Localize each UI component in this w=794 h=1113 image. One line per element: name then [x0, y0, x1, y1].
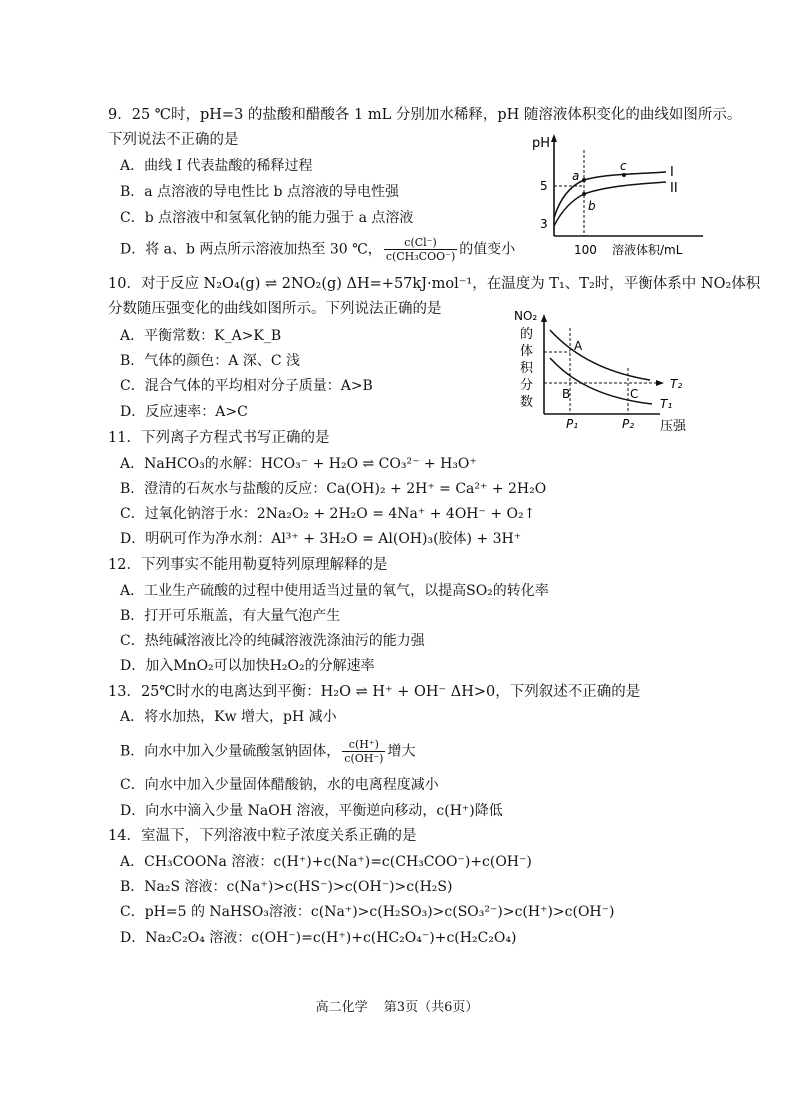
q13-option-d: D．向水中滴入少量 NaOH 溶液，平衡逆向移动，c(H⁺)降低	[120, 803, 503, 819]
q9-frac-numerator: c(Cl⁻)	[384, 236, 457, 250]
page-footer	[0, 996, 794, 1015]
q9-option-d	[120, 236, 515, 263]
q10-ylabel-char-4: 分	[520, 378, 534, 393]
q9-option-d-fraction	[384, 236, 457, 263]
q10-curve-label-T1: T₁	[660, 397, 673, 411]
q9-xlabel: 溶液体积/mL	[612, 243, 683, 257]
q10-curve-label-T2: T₂	[670, 377, 683, 391]
q13-option-b-prefix: B．向水中加入少量硫酸氢钠固体，	[120, 743, 341, 760]
q10-option-b: B．气体的颜色：A 深、C 浅	[120, 353, 301, 369]
q11-stem: 11．下列离子方程式书写正确的是	[108, 430, 330, 446]
q13-option-a: A．将水加热，Kw 增大，pH 减小	[120, 709, 337, 725]
q9-point-a: a	[572, 169, 580, 183]
q9-option-b: B．a 点溶液的导电性比 b 点溶液的导电性强	[120, 184, 399, 200]
q10-ylabel-char-5: 数	[520, 395, 534, 410]
q12-option-b: B．打开可乐瓶盖，有大量气泡产生	[120, 608, 341, 624]
q13-option-c: C．向水中加入少量固体醋酸钠，水的电离程度减小	[120, 777, 439, 793]
q10-point-A: A	[574, 339, 583, 353]
q12-option-c: C．热纯碱溶液比冷的纯碱溶液洗涤油污的能力强	[120, 633, 425, 649]
q12-option-d: D．加入MnO₂可以加快H₂O₂的分解速率	[120, 658, 375, 674]
q10-option-a: A．平衡常数：K_A>K_B	[120, 328, 282, 344]
q10-ylabel-top: NO₂	[514, 309, 538, 323]
q10-xtick-p2: P₂	[622, 417, 635, 431]
q10-stem-line1: 10．对于反应 N₂O₄(g) ⇌ 2NO₂(g) ΔH=+57kJ·mol⁻¹，在温度为 T₁、T₂时，平衡体系中 NO₂体积	[108, 276, 761, 292]
q9-ytick-5: 5	[540, 179, 548, 193]
footer-page-number: 第3页（共6页）	[383, 1000, 479, 1015]
q14-option-a: A．CH₃COONa 溶液：c(H⁺)+c(Na⁺)=c(CH₃COO⁻)+c(OH⁻)	[120, 854, 532, 870]
q10-option-c: C．混合气体的平均相对分子质量：A>B	[120, 378, 373, 394]
q14-option-d: D．Na₂C₂O₄ 溶液：c(OH⁻)=c(H⁺)+c(HC₂O₄⁻)+c(H₂C₂O₄)	[120, 930, 517, 946]
q10-ylabel-char-3: 积	[520, 361, 534, 376]
q9-option-c: C．b 点溶液中和氢氧化钠的能力强于 a 点溶液	[120, 210, 414, 226]
q11-option-b: B．澄清的石灰水与盐酸的反应：Ca(OH)₂ + 2H⁺ = Ca²⁺ + 2H₂O	[120, 481, 547, 497]
q12-stem: 12．下列事实不能用勒夏特列原理解释的是	[108, 557, 388, 573]
q10-option-d: D．反应速率：A>C	[120, 404, 248, 420]
q9-option-a: A．曲线 I 代表盐酸的稀释过程	[120, 158, 313, 174]
q10-point-C: C	[630, 387, 639, 401]
q12-option-a: A．工业生产硫酸的过程中使用适当过量的氧气，以提高SO₂的转化率	[120, 583, 549, 599]
q9-curve-label-I: I	[670, 165, 674, 180]
q10-xlabel: 压强	[660, 419, 687, 434]
q13-stem: 13．25℃时水的电离达到平衡：H₂O ⇌ H⁺ + OH⁻ ΔH>0，下列叙述不正确的是	[108, 684, 641, 700]
q14-option-b: B．Na₂S 溶液：c(Na⁺)>c(HS⁻)>c(OH⁻)>c(H₂S)	[120, 879, 453, 895]
q9-xtick-100: 100	[574, 243, 597, 257]
q11-option-c: C．过氧化钠溶于水：2Na₂O₂ + 2H₂O = 4Na⁺ + 4OH⁻ + O₂↑	[120, 506, 536, 522]
q10-stem-line2: 分数随压强变化的曲线如图所示。下列说法正确的是	[108, 301, 442, 317]
q13-option-b	[120, 738, 415, 765]
q11-option-a: A．NaHCO₃的水解：HCO₃⁻ + H₂O ⇌ CO₃²⁻ + H₃O⁺	[120, 456, 477, 472]
q10-figure	[510, 308, 710, 440]
q9-point-b: b	[588, 199, 596, 213]
q13-option-b-fraction	[342, 738, 385, 765]
q9-stem-line2: 下列说法不正确的是	[108, 132, 239, 148]
q10-xtick-p1: P₁	[566, 417, 579, 431]
q9-frac-denominator: c(CH₃COO⁻)	[385, 250, 456, 263]
q9-stem-line1: 9．25 ℃时，pH=3 的盐酸和醋酸各 1 mL 分别加水稀释，pH 随溶液体积变化的曲线如图所示。	[108, 107, 742, 123]
q9-figure	[528, 130, 718, 269]
q9-option-d-prefix: D．将 a、b 两点所示溶液加热至 30 ℃，	[120, 241, 382, 258]
q14-stem: 14．室温下，下列溶液中粒子浓度关系正确的是	[108, 828, 417, 844]
q13-option-b-suffix: 增大	[387, 743, 416, 760]
q9-curve-I	[554, 172, 666, 218]
q9-option-d-suffix: 的值变小	[459, 241, 516, 258]
q9-ytick-3: 3	[540, 217, 548, 231]
q9-curve-label-II: II	[670, 181, 678, 196]
q9-point-c: c	[620, 159, 627, 173]
q10-ylabel-char-2: 体	[520, 344, 534, 359]
q14-option-c: C．pH=5 的 NaHSO₃溶液：c(Na⁺)>c(H₂SO₃)>c(SO₃²⁻)>c(H⁺)>c(OH⁻)	[120, 904, 615, 920]
q10-point-B: B	[562, 387, 571, 401]
q13-frac-numerator: c(H⁺)	[342, 738, 385, 752]
q9-ylabel: pH	[532, 136, 551, 151]
q11-option-d: D．明矾可作为净水剂：Al³⁺ + 3H₂O = Al(OH)₃(胶体) + 3H⁺	[120, 531, 522, 547]
q13-frac-denominator: c(OH⁻)	[344, 752, 384, 765]
q10-ylabel-char-1: 的	[520, 327, 534, 342]
footer-subject: 高二化学	[315, 1000, 368, 1015]
